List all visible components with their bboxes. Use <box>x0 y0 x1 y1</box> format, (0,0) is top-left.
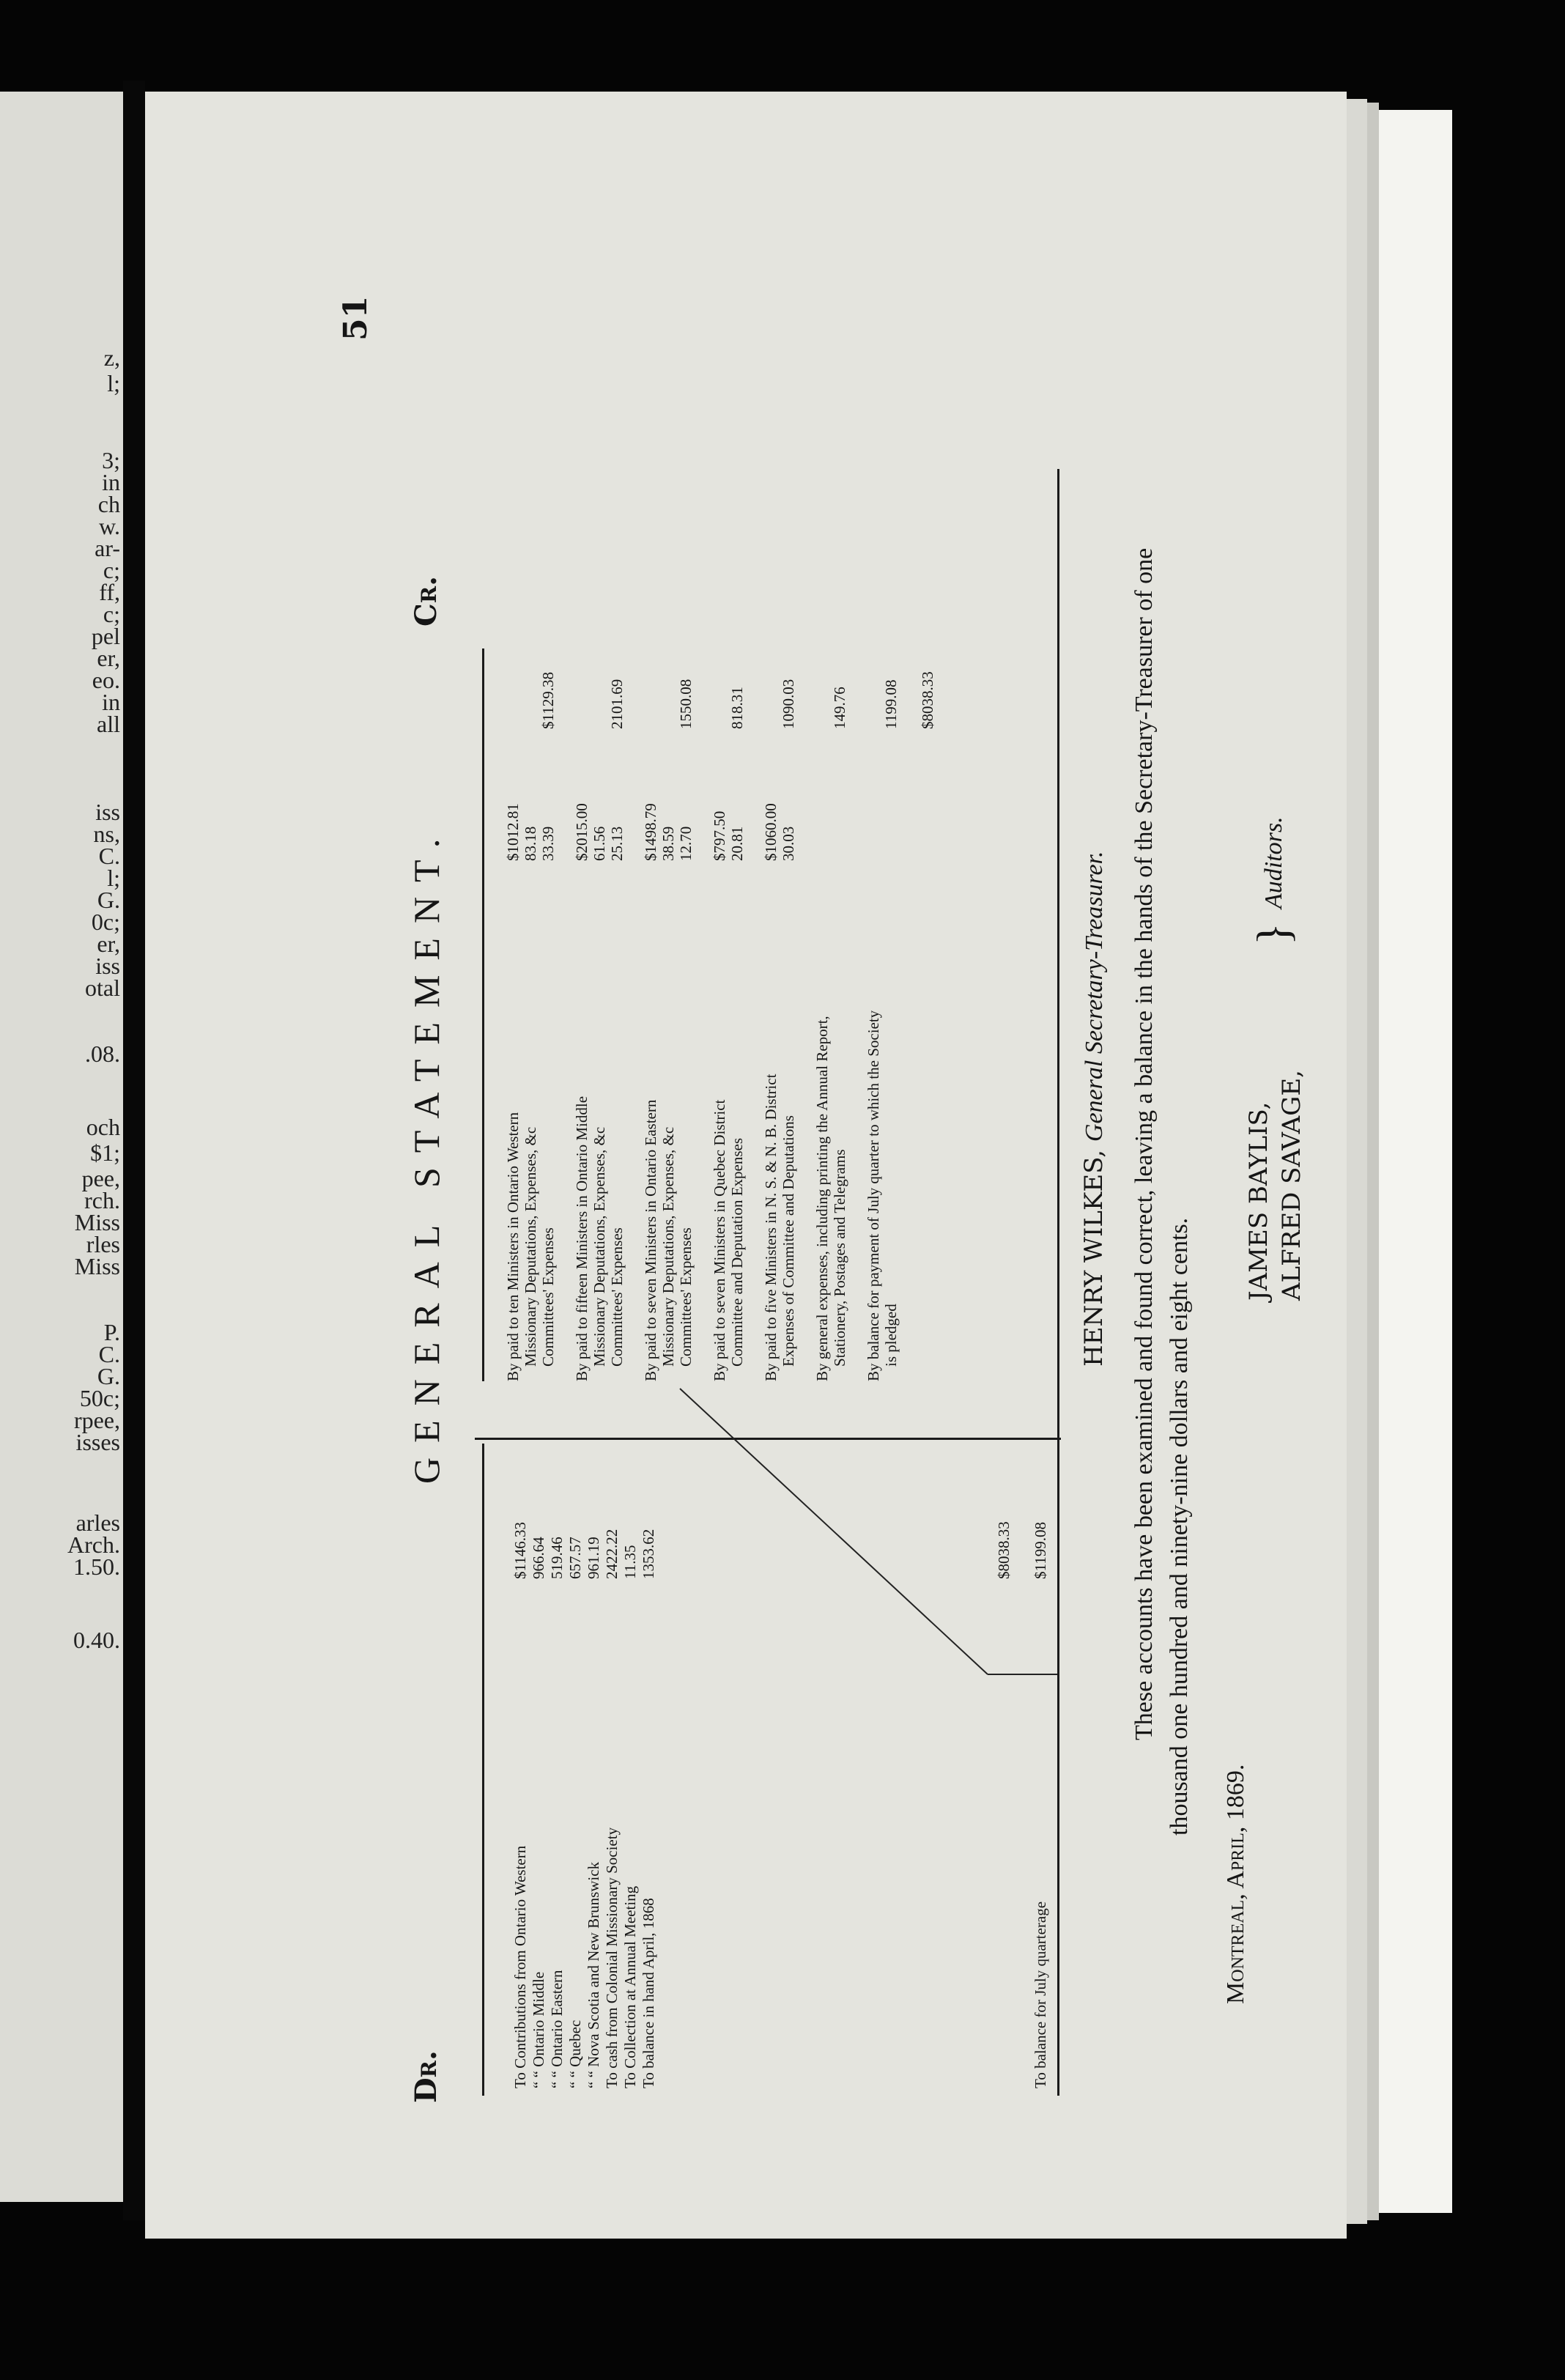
debit-entry-amount: 657.57 <box>566 1537 584 1579</box>
previous-page-fragment: isses <box>75 1429 120 1455</box>
previous-page-fragment: 1.50. <box>73 1553 120 1580</box>
book-gutter <box>123 81 145 2220</box>
credit-entry-label: By paid to five Ministers in N. S. & N. B. District <box>762 1073 780 1381</box>
previous-page-edge <box>0 92 123 2202</box>
credit-entry-amount: $2015.00 <box>573 803 591 861</box>
treasurer-signature <box>1079 851 1109 1367</box>
previous-page-fragment: c; <box>103 601 120 627</box>
previous-page-fragment: er, <box>97 931 120 957</box>
debit-entry-label: To cash from Colonial Missionary Society <box>603 1827 621 2088</box>
debit-entry-label: “ “ Ontario Middle <box>530 1971 547 2088</box>
previous-page-fragment: ch <box>97 491 120 517</box>
credit-group-total: 149.76 <box>831 687 848 729</box>
credit-entry-amount: 25.13 <box>608 826 626 861</box>
credit-entry-label: Missionary Deputations, Expenses, &c <box>591 1126 608 1367</box>
previous-page-fragment: och <box>86 1114 120 1140</box>
credit-entry-amount: 12.70 <box>677 826 695 861</box>
debit-label: Dr. <box>409 2050 443 2103</box>
credit-entry-label: By paid to seven Ministers in Ontario Eastern <box>642 1099 659 1381</box>
previous-page-fragment: $1; <box>90 1139 120 1166</box>
credit-group-total: $1129.38 <box>539 672 557 729</box>
debit-entry-amount: 2422.22 <box>603 1529 621 1579</box>
credit-entry-label: By paid to fifteen Ministers in Ontario Middle <box>573 1095 591 1381</box>
auditor-name: ALFRED SAVAGE, <box>1277 1070 1306 1301</box>
previous-page-fragment: in <box>102 689 120 715</box>
credit-group-total: 2101.69 <box>608 679 626 729</box>
previous-page-fragment: l; <box>107 370 120 396</box>
previous-page-fragment: ar- <box>95 535 120 561</box>
previous-page-fragment: eo. <box>92 667 120 693</box>
previous-page-fragment: C. <box>98 843 120 869</box>
previous-page-fragment: pee, <box>81 1165 120 1191</box>
previous-page-fragment: ff, <box>99 579 120 605</box>
previous-page-fragment: pel <box>91 623 120 649</box>
previous-page-fragment: ns, <box>93 821 120 847</box>
page-edge <box>1367 103 1379 2220</box>
debit-balance-amount: $1199.08 <box>1032 1522 1049 1579</box>
credit-entry-label: Committees' Expenses <box>677 1227 695 1367</box>
previous-page-fragment: rch. <box>84 1187 120 1213</box>
credit-entry-amount: $1060.00 <box>762 803 780 861</box>
credit-entry-label: By paid to seven Ministers in Quebec District <box>711 1099 728 1381</box>
credit-group-total: 1090.03 <box>780 679 797 729</box>
previous-page-fragment: l; <box>107 865 120 891</box>
page-number: 51 <box>337 295 374 341</box>
previous-page-fragment: rles <box>86 1231 120 1257</box>
credit-entry-amount: $1498.79 <box>642 803 659 861</box>
debit-entry-label: “ “ Ontario Eastern <box>548 1970 566 2088</box>
credit-entry-label: Stationery, Postages and Telegrams <box>831 1149 848 1367</box>
audit-statement: These accounts have been examined and found correct, leaving a balance in the hands of the Secretary-Treasurer of one thousand one hundred and ninety-nine dollars and eight cents. <box>1131 547 1193 1836</box>
treasurer-name: HENRY WILKES, <box>1079 1149 1109 1367</box>
previous-page-fragment: all <box>97 711 120 737</box>
auditor-name: JAMES BAYLIS, <box>1244 1101 1273 1301</box>
previous-page-fragment: w. <box>98 513 120 539</box>
debit-entry-amount: 519.46 <box>548 1537 566 1579</box>
credit-entry-amount: 61.56 <box>591 826 608 861</box>
credit-label: Cr. <box>409 575 443 627</box>
credit-group-total: 1199.08 <box>882 679 900 729</box>
brace-icon: } <box>1247 923 1299 945</box>
debit-entry-label: To balance in hand April, 1868 <box>640 1898 657 2088</box>
previous-page-fragment: 50c; <box>79 1385 120 1411</box>
previous-page-fragment: otal <box>85 975 120 1001</box>
previous-page-fragment: 0c; <box>91 909 120 935</box>
debit-entry-label: “ “ Quebec <box>566 2019 584 2088</box>
previous-page-fragment: c; <box>103 557 120 583</box>
debit-entry-label: To Contributions from Ontario Western <box>511 1845 529 2088</box>
previous-page-fragment: Arch. <box>67 1531 120 1558</box>
page-edge <box>1347 99 1367 2224</box>
debit-entry-amount: $1146.33 <box>511 1522 529 1579</box>
previous-page-fragment: 3; <box>102 447 120 473</box>
place-and-date: Montreal, April, 1869. <box>1222 1764 1249 2004</box>
previous-page-fragment: er, <box>97 645 120 671</box>
credit-group-total: 818.31 <box>728 687 746 729</box>
page-edge <box>1379 110 1452 2213</box>
credit-entry-amount: $1012.81 <box>504 803 522 861</box>
debit-entry-amount: 11.35 <box>621 1545 639 1579</box>
previous-page-fragment: arles <box>75 1509 120 1536</box>
treasurer-title: General Secretary-Treasurer. <box>1081 851 1108 1142</box>
previous-page-fragment: Miss <box>74 1253 120 1279</box>
credit-entry-label: By paid to ten Ministers in Ontario Western <box>504 1112 522 1381</box>
credit-entry-amount: $797.50 <box>711 810 728 861</box>
credit-entry-label: is pledged <box>882 1304 900 1367</box>
credit-entry-amount: 20.81 <box>728 826 746 861</box>
statement-title: GENERAL STATEMENT. <box>406 824 447 1484</box>
previous-page-fragment: in <box>102 469 120 495</box>
debit-entry-amount: 1353.62 <box>640 1529 657 1579</box>
previous-page-fragment: G. <box>97 1363 120 1389</box>
credit-entry-amount: 33.39 <box>539 826 557 861</box>
debit-entry-amount: 966.64 <box>530 1537 547 1579</box>
previous-page-fragment: iss <box>95 799 120 825</box>
debit-balance-label: To balance for July quarterage <box>1032 1901 1049 2088</box>
debit-entry-label: “ “ Nova Scotia and New Brunswick <box>585 1861 602 2088</box>
previous-page-fragment: z, <box>103 344 120 371</box>
previous-page-fragment: P. <box>103 1319 120 1345</box>
previous-page-fragment: iss <box>95 953 120 979</box>
credit-entry-label: Missionary Deputations, Expenses, &c <box>659 1126 677 1367</box>
credit-entry-label: By balance for payment of July quarter to which the Society <box>865 1010 882 1381</box>
credit-entry-label: Committees' Expenses <box>608 1227 626 1367</box>
debit-entry-label: To Collection at Annual Meeting <box>621 1885 639 2088</box>
credit-entry-label: Expenses of Committee and Deputations <box>780 1115 797 1367</box>
book-page <box>145 92 1347 2239</box>
previous-page-fragment: 0.40. <box>73 1627 120 1653</box>
previous-page-fragment: G. <box>97 887 120 913</box>
credit-entry-amount: 38.59 <box>659 826 677 861</box>
previous-page-fragment: rpee, <box>73 1407 120 1433</box>
credit-entry-amount: 30.03 <box>780 826 797 861</box>
credit-total: $8038.33 <box>919 671 936 729</box>
previous-page-fragment: .08. <box>85 1041 120 1067</box>
previous-page-fragment: Miss <box>74 1209 120 1235</box>
auditors-label: Auditors. <box>1260 816 1287 909</box>
debit-total: $8038.33 <box>995 1521 1013 1579</box>
credit-group-total: 1550.08 <box>677 679 695 729</box>
credit-entry-amount: 83.18 <box>522 826 539 861</box>
credit-entry-label: Committee and Deputation Expenses <box>728 1137 746 1367</box>
debit-entry-amount: 961.19 <box>585 1537 602 1579</box>
previous-page-fragment: C. <box>98 1341 120 1367</box>
credit-entry-label: Committees' Expenses <box>539 1227 557 1367</box>
credit-entry-label: By general expenses, including printing the Annual Report, <box>813 1016 831 1381</box>
rotated-statement <box>145 106 1347 2217</box>
credit-entry-label: Missionary Deputations, Expenses, &c <box>522 1126 539 1367</box>
